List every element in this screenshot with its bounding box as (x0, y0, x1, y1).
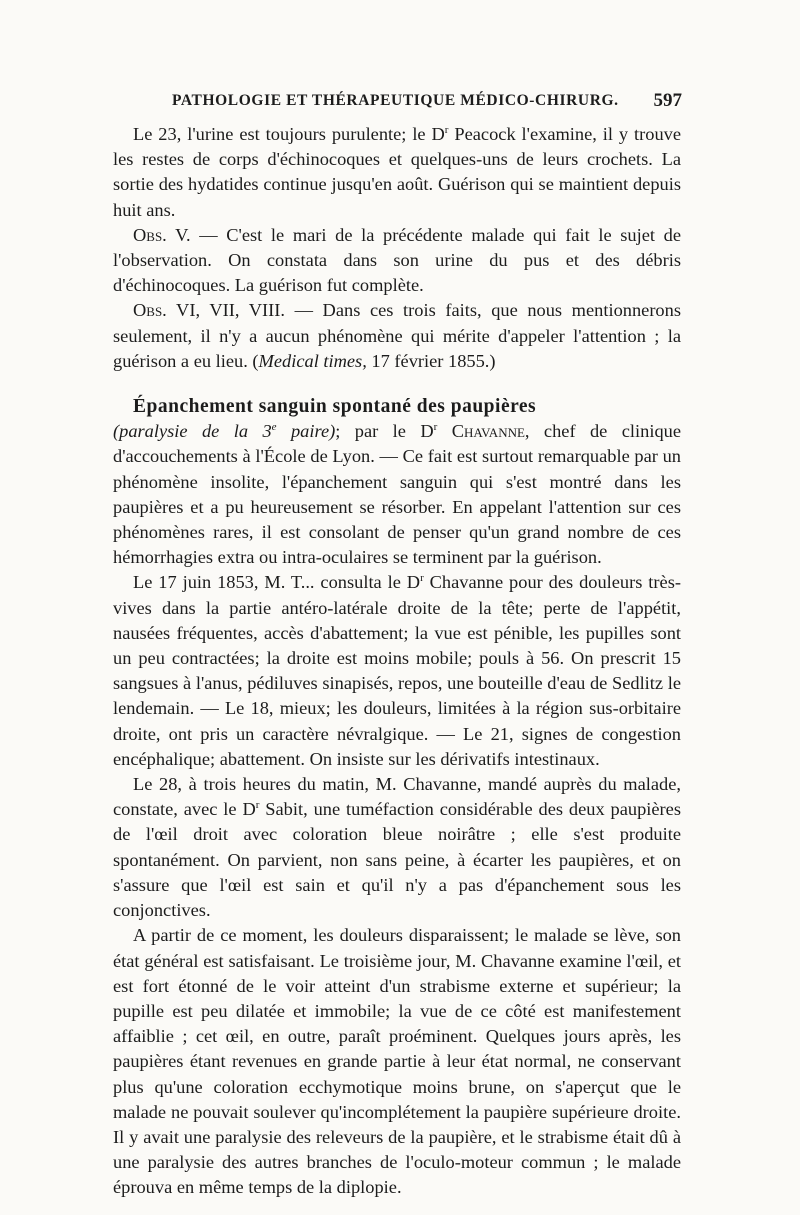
observation-label: Obs. VI, VII, VIII. (133, 300, 285, 321)
section-title: Épanchement sanguin spontané des paupières (133, 396, 537, 418)
citation-date: 17 février 1855.) (366, 350, 496, 371)
text-run: Le 23, l'urine est toujours purulente; le D (133, 124, 445, 144)
citation-source: Medical times, (258, 350, 367, 371)
text-run: — Dans ces trois faits, que nous mentionnerons seulement, il n'y a aucun phénomène qui mérite d'appeler l'attention ; la guérison a eu lieu. ( (113, 300, 681, 371)
text-run: ; par le D (335, 421, 434, 442)
text-run: Sabit, une tuméfaction considérable des deux paupières de l'œil droit avec coloration bleue noirâtre ; elle s'est produite spontanément. On parvient, non sans peine, à écarter les paupières, et on s'assure que l'œil est sain et qu'il n'y a pas d'épanchement sous les conjonctives. (113, 799, 681, 921)
paragraph (113, 122, 681, 223)
text-run: Le 28, à trois heures du matin, M. Chavanne, mandé auprès du malade, constate, avec le D (113, 774, 681, 820)
text-run: A partir de ce moment, les douleurs disparaissent; le malade se lève, son état général est satisfaisant. Le troisième jour, M. Chavanne examine l'œil, et est fort étonné de le voir atteint d'un strabisme externe et supérieur; la pupille est peu dilatée et immobile; la vue de ce côté est manifestement affaiblie ; cet œil, en outre, paraît proéminent. Quelques jours après, les paupières étant revenues en grande partie à leur état normal, ne conservant plus qu'une coloration ecchymotique moins brune, on s'aperçut que le malade ne pouvait soulever qu'incomplétement la paupière supérieure droite. Il y avait une paralysie des releveurs de la paupière, et le strabisme était dû à une paralysie des autres branches de l'oculo-moteur commun ; le malade éprouva en même temps de la diplopie. (113, 925, 681, 1198)
paragraph (113, 570, 681, 772)
paragraph (113, 923, 681, 1200)
body-text (113, 122, 681, 1201)
paragraph (113, 772, 681, 923)
running-title: PATHOLOGIE ET THÉRAPEUTIQUE MÉDICO-CHIRURG. (172, 92, 619, 109)
superscript: r (433, 421, 438, 434)
author-name: Chavanne (437, 421, 525, 442)
section-intro (113, 394, 681, 570)
observation-label: Obs. V. (133, 224, 191, 245)
superscript: r (420, 572, 424, 585)
text-run: , chef de clinique d'accouchements à l'École de Lyon. — Ce fait est surtout remarquable par un phénomène insolite, l'épanchement sanguin qui s'est montré dans les paupières et a pu heureusement se résorber. En appelant l'attention sur ces phénomènes rares, il est consolant de penser qu'un grand nombre de ces hémorrhagies extra ou intra-oculaires se terminent par la guérison. (113, 421, 681, 568)
running-header (172, 92, 682, 110)
superscript: r (255, 799, 260, 812)
superscript: e (271, 421, 277, 434)
text-run: Chavanne pour des douleurs très-vives dans la partie antéro-latérale droite de la tête; perte de l'appétit, nausées fréquentes, accès d'abattement; la vue est pénible, les pupilles sont un peu contractées; la droite est moins mobile; pouls à 56. On prescrit 15 sangsues à l'anus, pédiluves sinapisés, repos, une bouteille d'eau de Sedlitz le lendemain. — Le 18, mieux; les douleurs, limitées à la région sus-orbitaire droite, ont pris un caractère névralgique. — Le 21, signes de congestion encéphalique; abattement. On insiste sur les dérivatifs intestinaux. (113, 572, 681, 769)
text-run: Le 17 juin 1853, M. T... consulta le D (133, 572, 421, 593)
section-subtitle (113, 421, 335, 441)
superscript: r (444, 123, 449, 136)
observation-v (113, 223, 681, 299)
text-run: Peacock l'examine, il y trouve les restes de corps d'échinocoques et quelques-uns de leurs crochets. La sortie des hydatides continue jusqu'en août. Guérison qui se maintient depuis huit ans. (113, 124, 681, 220)
observation-vi-viii (113, 298, 681, 374)
text-run: paire) (276, 421, 336, 442)
text-run: — C'est le mari de la précédente malade qui fait le sujet de l'observation. On constata dans son urine du pus et des débris d'échinocoques. La guérison fut complète. (113, 224, 681, 296)
page-number: 597 (653, 90, 682, 111)
text-run: (paralysie de la 3 (113, 421, 272, 442)
